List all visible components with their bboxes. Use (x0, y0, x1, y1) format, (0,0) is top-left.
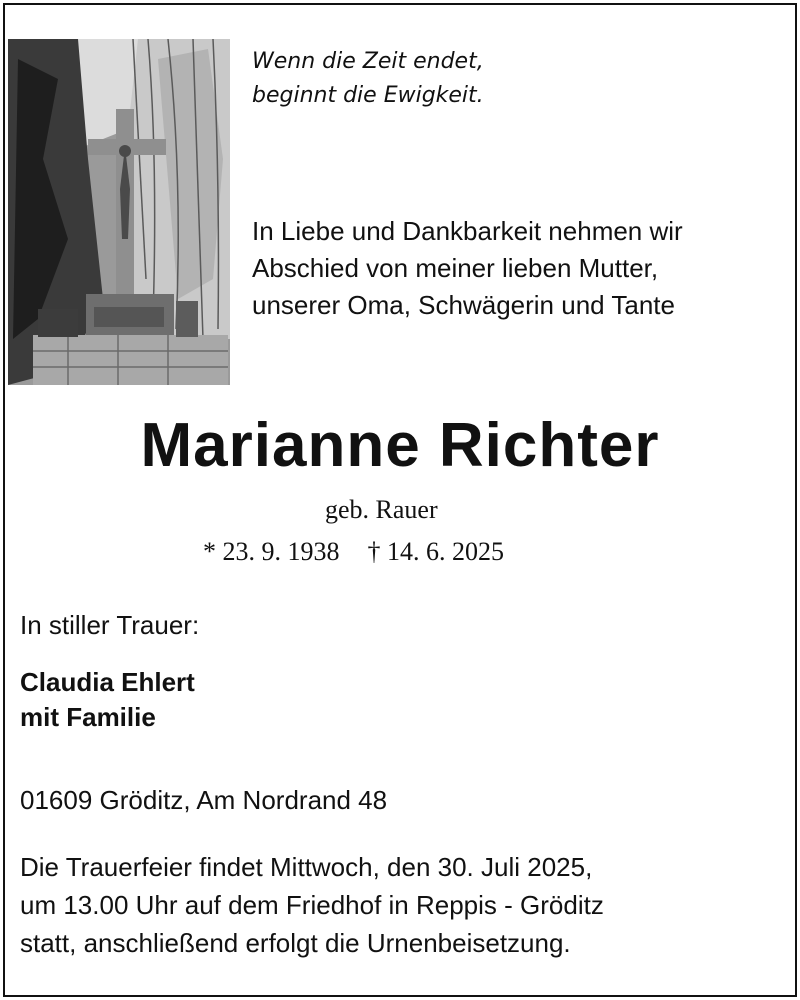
quote-line: Wenn die Zeit endet, (252, 49, 484, 74)
mourner-line: mit Familie (20, 702, 156, 732)
ceremony-info (20, 848, 604, 962)
ceremony-line: statt, anschließend erfolgt die Urnenbeisetzung. (20, 928, 571, 958)
dedication-line: Abschied von meiner lieben Mutter, (252, 253, 659, 283)
mourning-label: In stiller Trauer: (20, 610, 200, 640)
dedication-line: unserer Oma, Schwägerin und Tante (252, 290, 675, 320)
quote-text (252, 45, 484, 113)
life-dates (203, 537, 504, 567)
dedication-line: In Liebe und Dankbarkeit nehmen wir (252, 216, 683, 246)
quote-line: beginnt die Ewigkeit. (252, 83, 484, 108)
birth-name: geb. Rauer (325, 495, 438, 524)
mourners (20, 665, 195, 735)
obituary-notice (3, 3, 797, 997)
mourner-address: 01609 Gröditz, Am Nordrand 48 (20, 785, 388, 815)
mourner-line: Claudia Ehlert (20, 667, 195, 697)
death-date: † 14. 6. 2025 (367, 537, 504, 566)
dedication-text (252, 213, 683, 324)
birth-date: * 23. 9. 1938 (203, 537, 340, 566)
ceremony-line: Die Trauerfeier findet Mittwoch, den 30. Juli 2025, (20, 852, 593, 882)
crucifix-photo (8, 39, 230, 385)
ceremony-line: um 13.00 Uhr auf dem Friedhof in Reppis - Gröditz (20, 890, 604, 920)
deceased-name: Marianne Richter (140, 411, 660, 480)
